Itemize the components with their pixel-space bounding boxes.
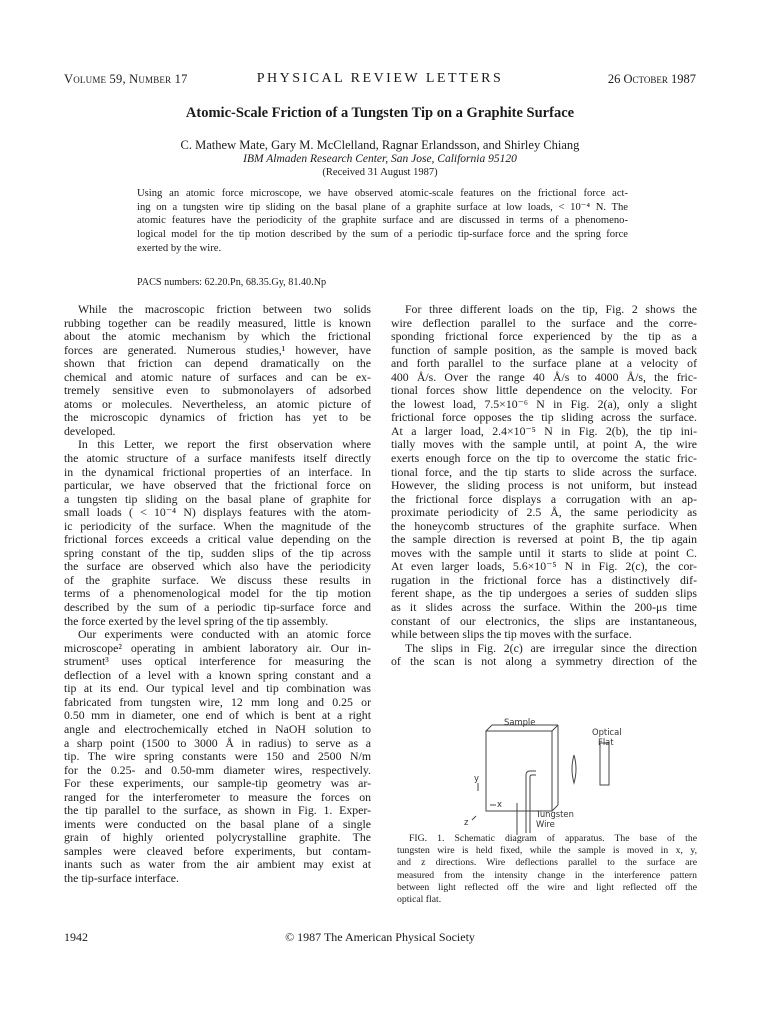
body-text-line: a sharp point (1500 to 3000 Å in radius) to serve as a xyxy=(64,736,371,750)
body-text-line: strument³ uses optical interference for measuring the xyxy=(64,655,371,669)
caption-line: and z directions. Wire deflections parallel to the surface are xyxy=(397,857,697,869)
sample-edge xyxy=(552,725,558,731)
caption-line: optical flat. xyxy=(397,894,442,906)
body-text-line: constant of our electronics, the slips are instantaneous, xyxy=(391,614,697,628)
affiliation: IBM Almaden Research Center, San Jose, California 95120 xyxy=(243,153,517,165)
body-text-line: deflection of a level with a known spring constant and a xyxy=(64,668,371,682)
optical-flat-label: Flat xyxy=(598,737,614,747)
caption-line: tungsten wire is held fixed, while the sample is moved in x, y, xyxy=(397,845,697,857)
body-text-line: tremely sensitive even to submonolayers of adsorbed xyxy=(64,384,371,398)
body-text-line: chemical and atomic nature of surfaces and can be ex- xyxy=(64,370,371,384)
page-footer xyxy=(64,930,696,946)
body-text-line: the microscopic dynamics of friction has yet to be xyxy=(64,411,371,425)
body-text-line: rubbing together can be readily measured, little is known xyxy=(64,316,371,330)
body-text-line: rugation in the frictional force has a distinctively dif- xyxy=(391,573,697,587)
abstract-line: Using an atomic force microscope, we have observed atomic-scale features on the frictional force act- xyxy=(137,188,628,199)
axis-x-label: x xyxy=(497,799,502,809)
copyright-notice: © 1987 The American Physical Society xyxy=(285,930,475,944)
abstract-line: exerted by the wire. xyxy=(137,242,222,254)
body-text-line: particular, we have observed that the frictional force on xyxy=(64,479,371,493)
caption-line: between light reflected off the wire and light reflected off the xyxy=(397,881,697,893)
body-text-line: tional forces show little dependence on the velocity. For xyxy=(391,384,697,398)
body-text-line: for the 0.25- and 0.50-mm diameter wires, respectively. xyxy=(64,763,371,777)
body-text-line: proximate periodicity of 2.5 Å, the same periodicity as xyxy=(391,506,697,520)
body-text-line: of the graphite surface. We discuss these results in xyxy=(64,573,371,587)
sample-block xyxy=(486,731,552,811)
body-text-line: developed. xyxy=(64,424,116,438)
body-text-line: ic periodicity of the surface. When the magnitude of the xyxy=(64,519,371,533)
body-text-line: function of sample position, as the sample is moved back xyxy=(391,343,697,357)
body-text-line: 0.50 mm in diameter, one end of which is bent at a right xyxy=(64,709,371,723)
body-text-line: frictional forces exceeds a critical value depending on the xyxy=(64,533,371,547)
body-text-line: frictional force opposes the tip sliding across the surface. xyxy=(391,411,697,425)
body-text-line: wire deflection parallel to the surface and the corre- xyxy=(391,316,697,330)
body-text-line: the tip-surface interface. xyxy=(64,871,179,885)
body-text-line: forces are generated. Numerous studies,¹ however, have xyxy=(64,343,371,357)
body-text-line: terms of a phenomenological model for the tip motion xyxy=(64,587,371,601)
left-body-column xyxy=(64,303,371,886)
body-text-line: atoms or molecules. Nevertheless, an atomic picture of xyxy=(64,397,371,411)
body-text-line: The slips in Fig. 2(c) are irregular since the direction xyxy=(405,641,697,655)
body-text-line: tially moves with the sample until, at point A, the wire xyxy=(391,438,697,452)
optical-flat xyxy=(600,743,609,785)
body-text-line: of the scan is not along a symmetry direction of the xyxy=(391,655,697,669)
body-text-line: the honeycomb structures of the graphite surface. When xyxy=(391,519,697,533)
body-text-line: the atomic structure of a surface manifests itself directly xyxy=(64,452,371,466)
body-text-line: samples were cleaved before experiments, but contam- xyxy=(64,844,371,858)
body-text-line: tip. The wire spring constants were 150 and 2500 N/m xyxy=(64,750,371,764)
body-text-line: At even larger loads, 5.6×10⁻⁵ N in Fig. 2(c), the cor- xyxy=(391,560,697,574)
body-text-line: microscope² operating in ambient laboratory air. Our in- xyxy=(64,641,371,655)
article-title: Atomic-Scale Friction of a Tungsten Tip on a Graphite Surface xyxy=(185,105,575,121)
body-text-line: ranged for the interferometer to measure the forces on xyxy=(64,790,371,804)
body-text-line: in the dynamical frictional properties of an interface. In xyxy=(64,465,371,479)
abstract-line: atomic features have the periodicity of the graphite surface and are discussed in terms of a phenomeno- xyxy=(137,215,628,227)
body-text-line: For these experiments, our sample-tip geometry was ar- xyxy=(64,777,371,791)
journal-name: PHYSICAL REVIEW LETTERS xyxy=(256,71,504,86)
body-text-line: about the atomic mechanism by which the frictional xyxy=(64,330,371,344)
abstract-line: ing on a tungsten wire tip sliding on the basal plane of a graphite surface at low loads, < 10⁻⁴ N. The xyxy=(137,201,628,213)
body-text-line: tional force, and the tip starts to slide across the surface. xyxy=(391,465,697,479)
body-text-line: exerts enough force on the tip to overcome the static fric- xyxy=(391,452,697,466)
body-text-line: small loads ( < 10⁻⁴ N) displays features with the atom- xyxy=(64,506,371,520)
body-text-line: At a larger load, 2.4×10⁻⁵ N in Fig. 2(b), the tip ini- xyxy=(391,424,697,438)
body-text-line: a tungsten tip sliding on the basal plane of graphite for xyxy=(64,492,371,506)
body-text-line: sponding frictional force experienced by the tip as a xyxy=(391,330,697,344)
body-text-line: For three different loads on the tip, Fig. 2 shows the xyxy=(405,303,697,316)
figure-1-apparatus-diagram xyxy=(464,715,664,835)
caption-line: measured from the intensity change in the interference pattern xyxy=(397,869,697,881)
body-text-line: the force exerted by the level spring of the tip assembly. xyxy=(64,614,329,628)
received-date: (Received 31 August 1987) xyxy=(322,167,438,178)
body-text-line: iments were conducted on the basal plane of a single xyxy=(64,817,371,831)
body-text-line: ferent shape, as the tip undergoes a series of sudden slips xyxy=(391,587,697,601)
tungsten-wire xyxy=(526,771,536,833)
pacs-numbers: PACS numbers: 62.20.Pn, 68.35.Gy, 81.40.Np xyxy=(137,277,327,288)
sample-edge xyxy=(486,725,492,731)
author-list: C. Mathew Mate, Gary M. McClelland, Ragnar Erlandsson, and Shirley Chiang xyxy=(180,138,580,152)
body-text-line: fabricated from tungsten wire, 12 mm long and 0.25 or xyxy=(64,695,371,709)
right-body-column xyxy=(391,303,697,669)
optical-flat-label: Optical xyxy=(592,727,622,737)
figure-1-caption xyxy=(397,833,697,906)
lens xyxy=(572,755,576,783)
body-text-line: 400 Å/s. Over the range 40 Å/s to 4000 Å/s, the fric- xyxy=(391,370,697,384)
body-text-line: tip at its end. Our typical level and tip combination was xyxy=(64,682,371,696)
body-text-line: inants such as water from the air ambient may exist at xyxy=(64,858,371,872)
body-text-line: shown that friction can depend dramatically on the xyxy=(64,357,371,371)
body-text-line: while between slips the tip moves with the surface. xyxy=(391,628,632,642)
body-text-line: grain of highly oriented polycrystalline graphite. The xyxy=(64,831,371,845)
body-text-line: as it slides across the surface. Within the 200-μs time xyxy=(391,601,697,615)
body-text-line: the surface are observed which also have the periodicity xyxy=(64,560,371,574)
body-text-line: Our experiments were conducted with an atomic force xyxy=(78,628,371,642)
abstract-line: logical model for the tip motion described by the sum of a periodic tip-surface force and the spring force xyxy=(137,229,628,241)
body-text-line: described by the sum of a periodic tip-surface force and xyxy=(64,601,371,615)
body-text-line: angle and electrochemically etched in NaOH solution to xyxy=(64,722,371,736)
body-text-line: the frictional force displays a corrugation with an ap- xyxy=(391,492,697,506)
body-text-line: the tip parallel to the surface, as shown in Fig. 1. Exper- xyxy=(64,804,371,818)
body-text-line: and forth parallel to the surface plane at a velocity of xyxy=(391,357,697,371)
wire-label: Wire xyxy=(536,819,555,829)
page-number: 1942 xyxy=(64,930,88,944)
wire-label: Tungsten xyxy=(536,809,574,819)
body-text-line: In this Letter, we report the first observation where xyxy=(78,438,371,452)
issue-date: 26 October 1987 xyxy=(607,72,696,86)
body-text-line: However, the sliding process is not uniform, but instead xyxy=(391,479,697,493)
abstract xyxy=(137,187,628,256)
body-text-line: the sample direction is reversed at point B, the tip again xyxy=(391,533,697,547)
axis-z-label: z xyxy=(464,817,469,827)
axis-y-label: y xyxy=(474,773,479,783)
sample-label: Sample xyxy=(504,717,536,727)
axis-z-arrow xyxy=(472,816,476,820)
body-text-line: the lowest load, 7.5×10⁻⁶ N in Fig. 2(a), only a slight xyxy=(391,397,697,411)
body-text-line: moves with the sample until it starts to slide at point C. xyxy=(391,546,697,560)
volume-number: Volume 59, Number 17 xyxy=(64,72,188,86)
body-text-line: spring constant of the tip, sudden slips of the tip across xyxy=(64,546,371,560)
running-header xyxy=(64,72,696,90)
body-text-line: While the macroscopic friction between two solids xyxy=(78,303,371,316)
caption-line: FIG. 1. Schematic diagram of apparatus. The base of the xyxy=(409,833,697,844)
